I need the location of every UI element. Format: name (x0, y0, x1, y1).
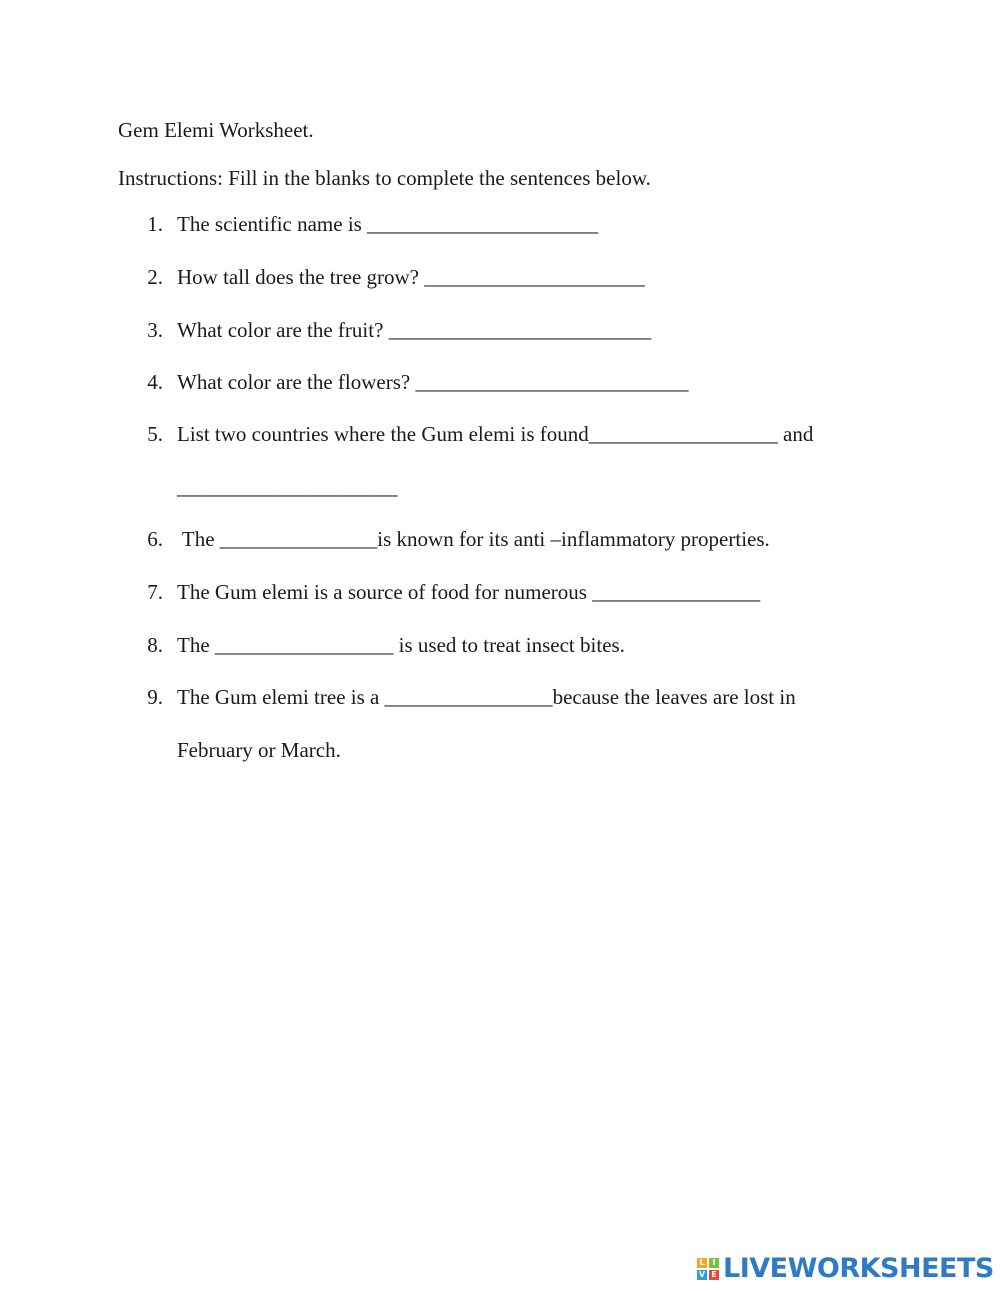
logo-block-i: I (709, 1258, 719, 1268)
question-2-text: How tall does the tree grow? _____________________ (177, 265, 645, 289)
instructions: Instructions: Fill in the blanks to complete the sentences below. (118, 166, 651, 190)
question-4-number: 4. (147, 370, 163, 394)
worksheet-title: Gem Elemi Worksheet. (118, 118, 314, 142)
question-9-number: 9. (147, 685, 163, 709)
logo-text: LIVEWORKSHEETS (723, 1253, 994, 1284)
question-9-text: The Gum elemi tree is a ________________because the leaves are lost in (177, 685, 796, 709)
logo-block-e: E (709, 1270, 719, 1280)
question-6-number: 6. (147, 527, 163, 551)
question-1-text: The scientific name is ______________________ (177, 212, 599, 236)
question-6-text: The _______________is known for its anti –inflammatory properties. (177, 527, 770, 551)
question-7-number: 7. (147, 580, 163, 604)
logo-block-v: V (698, 1270, 706, 1279)
logo-block-l: L (697, 1258, 707, 1268)
question-5-continuation: _____________________ (177, 475, 398, 499)
question-2-number: 2. (147, 265, 163, 289)
question-5-text: List two countries where the Gum elemi is found__________________ and (177, 422, 814, 446)
question-7-text: The Gum elemi is a source of food for numerous ________________ (177, 580, 761, 604)
liveworksheets-logo (697, 1254, 994, 1284)
question-3-number: 3. (147, 318, 163, 342)
question-8-number: 8. (147, 633, 163, 657)
question-4-text: What color are the flowers? __________________________ (177, 370, 689, 394)
question-9-continuation: February or March. (177, 738, 341, 762)
logo-blocks-icon (697, 1258, 719, 1280)
question-5-number: 5. (147, 422, 163, 446)
question-3-text: What color are the fruit? _________________________ (177, 318, 652, 342)
question-1-number: 1. (147, 212, 163, 236)
question-8-text: The _________________ is used to treat insect bites. (177, 633, 625, 657)
